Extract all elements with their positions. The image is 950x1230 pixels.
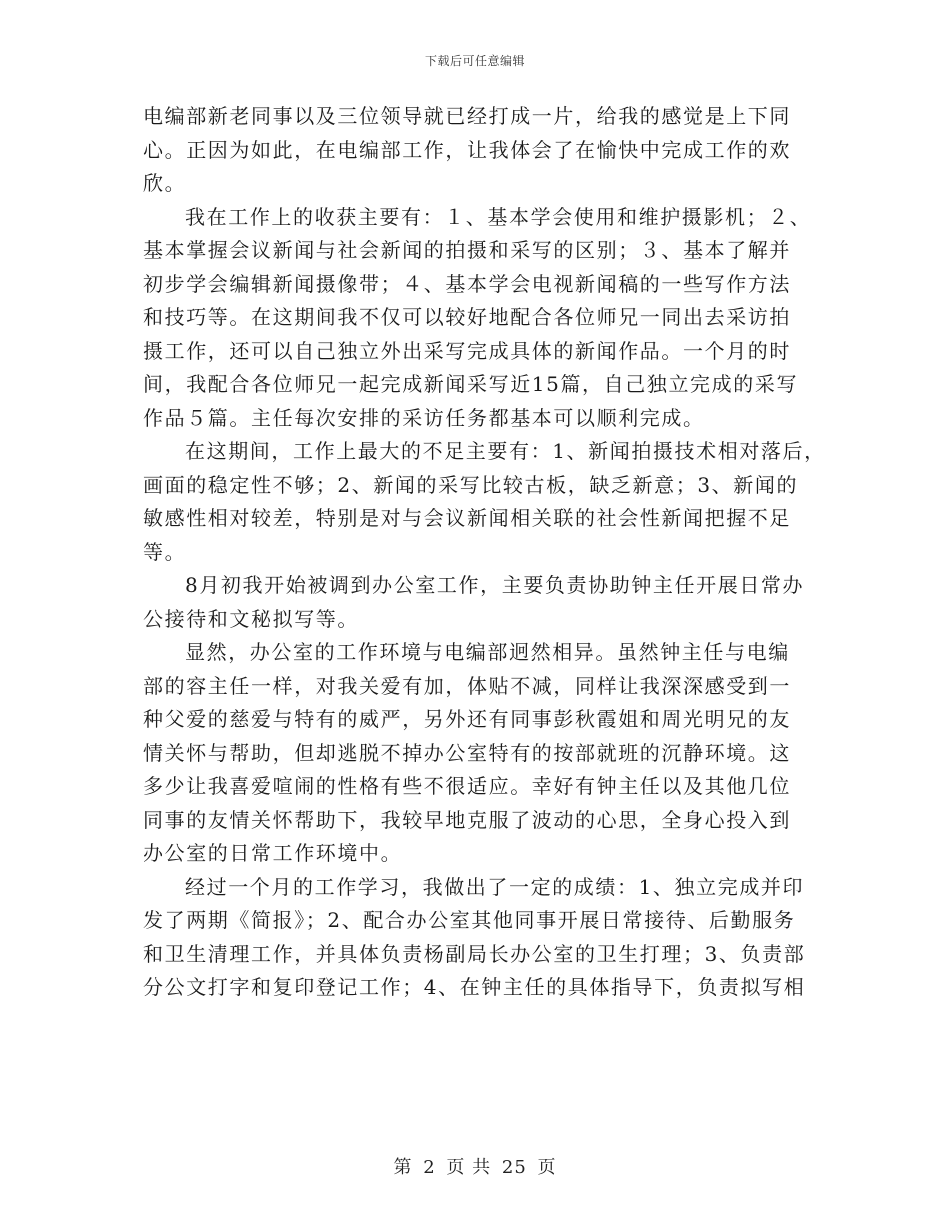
page-footer: [0, 1153, 950, 1179]
current-page-number: 2: [423, 1157, 436, 1178]
text-line: 画面的稳定性不够；2、新闻的采写比较古板，缺乏新意；3、新闻的: [143, 472, 799, 497]
footer-middle: 页 共: [446, 1157, 492, 1178]
body-text: [143, 100, 833, 1005]
paragraph-start-line: 显然，办公室的工作环境与电编部迥然相异。虽然钟主任与电编: [185, 640, 790, 664]
text-line: 部的容主任一样，对我关爱有加，体贴不减，同样让我深深感受到一: [143, 673, 791, 698]
text-line: 间，我配合各位师兄一起完成新闻采写近15篇，自己独立完成的采写: [143, 372, 799, 396]
paragraph-start-line: 8月初我开始被调到办公室工作，主要负责协助钟主任开展日常办: [185, 573, 805, 597]
text-line: 初步学会编辑新闻摄像带；４、基本学会电视新闻稿的一些写作方法: [143, 271, 791, 296]
paragraph-start-line: 经过一个月的工作学习，我做出了一定的成绩：1、独立完成并印: [185, 874, 805, 899]
text-line: 情关怀与帮助，但却逃脱不掉办公室特有的按部就班的沉静环境。这: [143, 740, 791, 765]
text-line: 基本掌握会议新闻与社会新闻的拍摄和采写的区别；３、基本了解并: [143, 238, 791, 262]
text-line: 办公室的日常工作环境中。: [143, 841, 403, 865]
text-line: 种父爱的慈爱与特有的威严，另外还有同事彭秋霞姐和周光明兄的友: [143, 707, 791, 731]
text-line: 作品５篇。主任每次安排的采访任务都基本可以顺利完成。: [143, 405, 705, 430]
paragraph-start-line: 在这期间，工作上最大的不足主要有：1、新闻拍摄技术相对落后，: [185, 439, 826, 463]
footer-prefix: 第: [393, 1157, 413, 1178]
text-line: 多少让我喜爱喧闹的性格有些不很适应。幸好有钟主任以及其他几位: [143, 774, 791, 798]
text-line: 心。正因为如此，在电编部工作，让我体会了在愉快中完成工作的欢: [143, 137, 791, 162]
text-line: 发了两期《简报》；2、配合办公室其他同事开展日常接待、后勤服务: [143, 908, 796, 932]
footer-suffix: 页: [537, 1157, 557, 1178]
text-line: 敏感性相对较差，特别是对与会议新闻相关联的社会性新闻把握不足: [143, 506, 791, 530]
paragraph-start-line: 我在工作上的收获主要有：１、基本学会使用和维护摄影机；２、: [185, 204, 812, 229]
text-line: 同事的友情关怀帮助下，我较早地克服了波动的心思，全身心投入到: [143, 807, 791, 832]
text-line: 电编部新老同事以及三位领导就已经打成一片，给我的感觉是上下同: [143, 104, 791, 128]
text-line: 摄工作，还可以自己独立外出采写完成具体的新闻作品。一个月的时: [143, 338, 791, 363]
text-line: 等。: [143, 539, 187, 564]
text-line: 和卫生清理工作，并具体负责杨副局长办公室的卫生打理；3、负责部: [143, 941, 806, 966]
text-line: 和技巧等。在这期间我不仅可以较好地配合各位师兄一同出去采访拍: [143, 305, 791, 329]
page-header: 下载后可任意编辑: [424, 54, 525, 68]
text-line: 欣。: [143, 171, 187, 195]
text-line: 公接待和文秘拟写等。: [143, 606, 359, 631]
total-page-count: 25: [501, 1157, 527, 1178]
text-line: 分公文打字和复印登记工作；4、在钟主任的具体指导下，负责拟写相: [143, 975, 806, 999]
